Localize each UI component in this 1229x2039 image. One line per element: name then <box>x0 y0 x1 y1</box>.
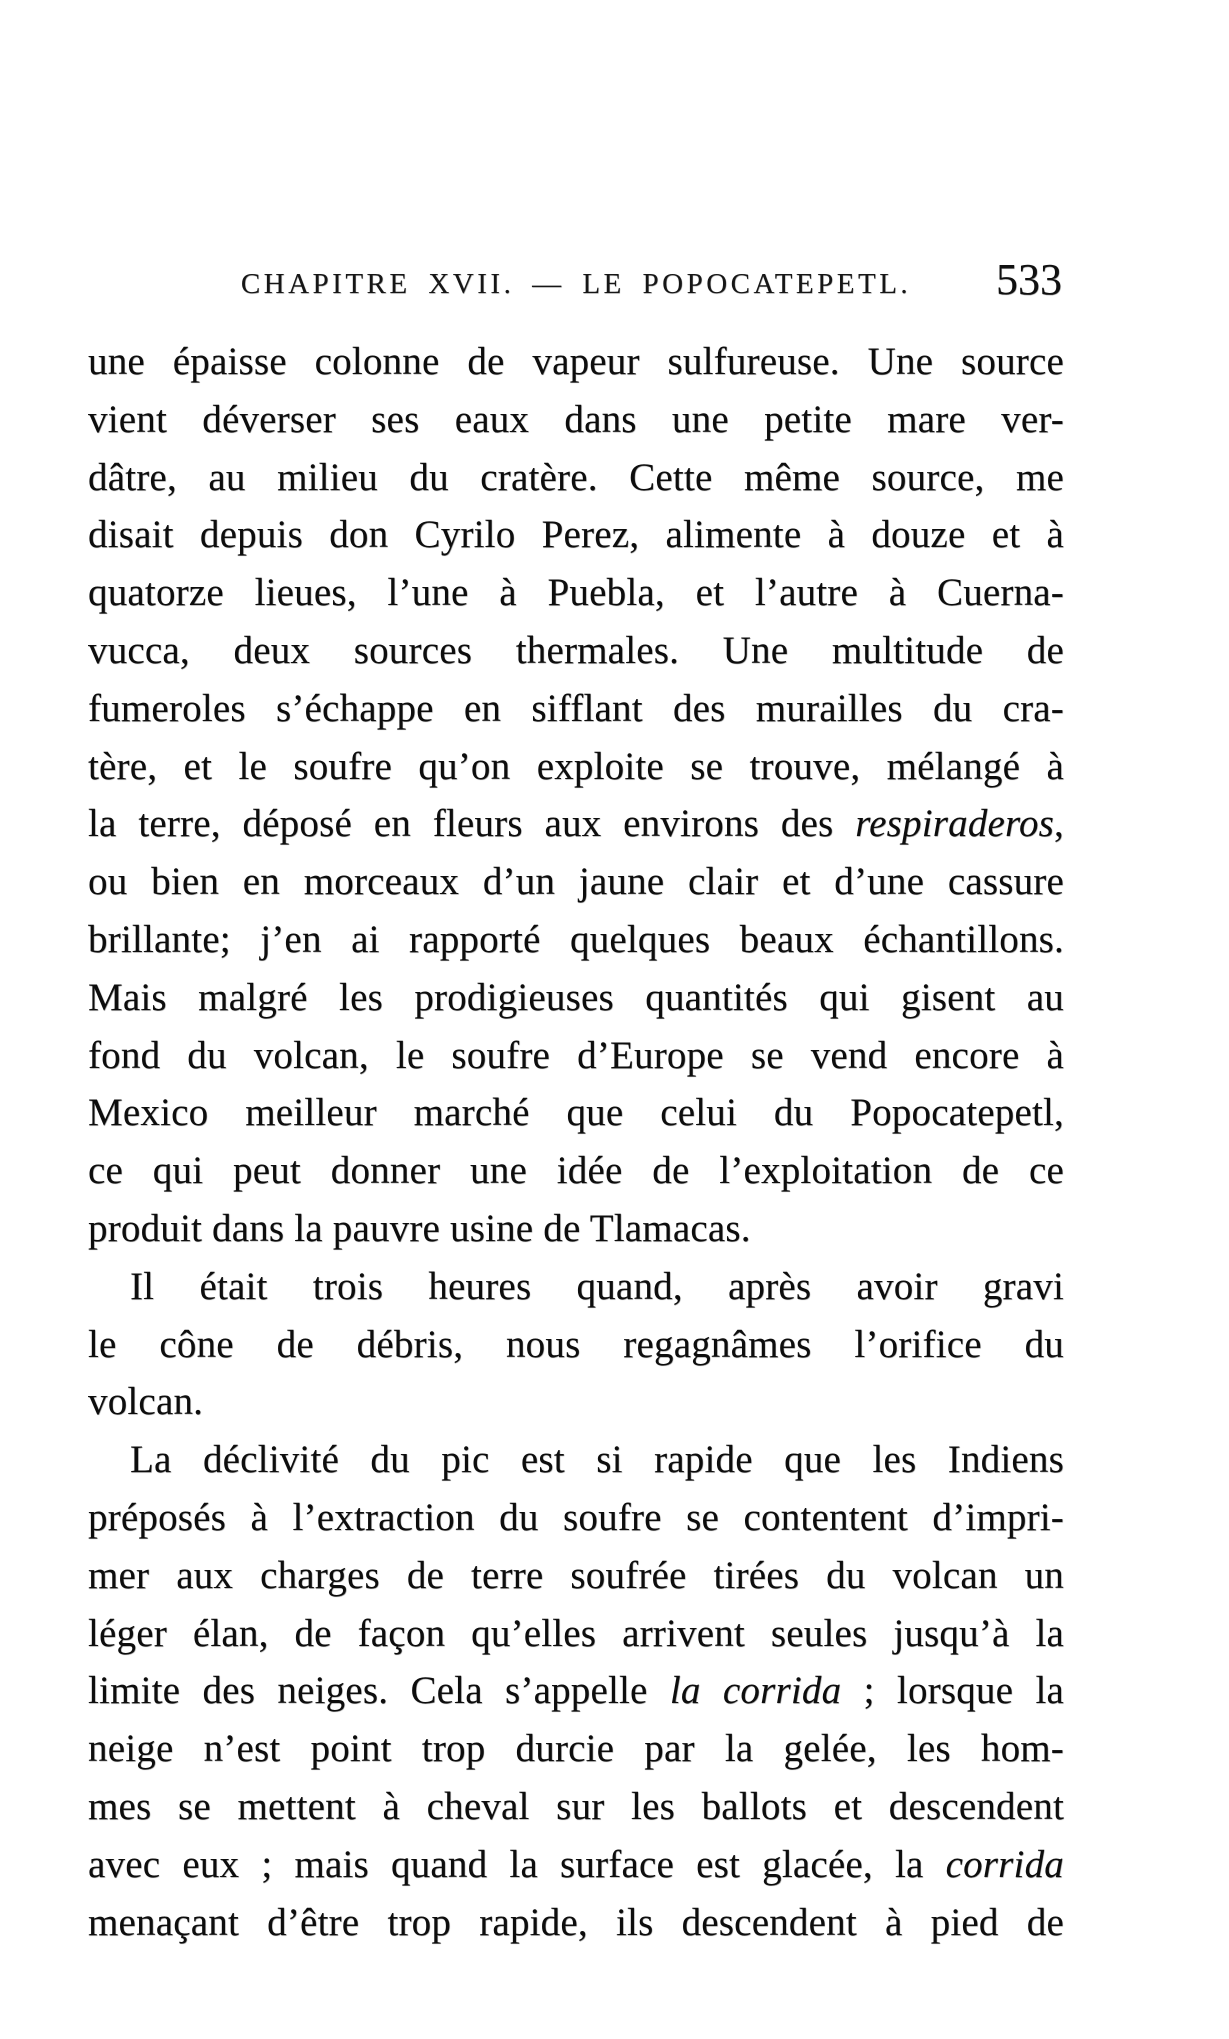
text-segment: Mais malgré les prodigieuses quantités qui gisent au <box>88 975 1064 1019</box>
text-line <box>88 333 1064 391</box>
text-line <box>88 1084 1064 1142</box>
text-line <box>88 680 1064 738</box>
running-header <box>88 255 1064 310</box>
text-line <box>88 1258 1064 1316</box>
text-line <box>88 1142 1064 1200</box>
text-line <box>88 1027 1064 1085</box>
text-segment: limite des neiges. Cela s’appelle <box>88 1669 670 1713</box>
text-line <box>88 1605 1064 1663</box>
text-line <box>88 1316 1064 1374</box>
italic-text-segment: respiraderos <box>855 802 1055 846</box>
text-segment: mes se mettent à cheval sur les ballots et descendent <box>88 1784 1064 1828</box>
text-segment: brillante; j’en ai rapporté quelques beaux échantillons. <box>88 917 1064 961</box>
text-segment: ou bien en morceaux d’un jaune clair et d’une cassure <box>88 860 1064 904</box>
text-segment: la terre, déposé en fleurs aux environs des <box>88 802 856 846</box>
italic-text-segment: corrida <box>945 1842 1064 1886</box>
text-segment: avec eux ; mais quand la surface est glacée, la <box>88 1842 946 1886</box>
text-segment: vucca, deux sources thermales. Une multitude de <box>88 628 1064 672</box>
text-line <box>88 1720 1064 1778</box>
text-line <box>88 1489 1064 1547</box>
text-line <box>88 506 1064 564</box>
text-segment: léger élan, de façon qu’elles arrivent seules jusqu’à la <box>88 1611 1064 1655</box>
italic-text-segment: la corrida <box>669 1669 842 1713</box>
text-line <box>88 738 1064 796</box>
text-line <box>88 1431 1064 1489</box>
text-segment: vient déverser ses eaux dans une petite mare ver- <box>88 397 1064 441</box>
text-segment: mer aux charges de terre soufrée tirées du volcan un <box>88 1553 1064 1597</box>
text-segment: , <box>1054 802 1064 846</box>
text-segment: le cône de débris, nous regagnâmes l’orifice du <box>88 1322 1064 1366</box>
text-segment: ce qui peut donner une idée de l’exploitation de ce <box>88 1149 1064 1193</box>
text-line <box>88 911 1064 969</box>
text-line <box>88 1778 1064 1836</box>
text-line <box>88 391 1064 449</box>
text-segment: menaçant d’être trop rapide, ils descendent à pied de <box>88 1900 1064 1944</box>
page-number: 533 <box>996 255 1062 304</box>
text-line <box>88 1373 1064 1431</box>
text-segment: une épaisse colonne de vapeur sulfureuse. Une source <box>88 340 1064 383</box>
text-segment: Il était trois heures quand, après avoir gravi <box>130 1264 1064 1308</box>
text-line <box>88 564 1064 622</box>
text-segment: préposés à l’extraction du soufre se contentent d’impri- <box>88 1495 1064 1539</box>
text-line <box>88 449 1064 507</box>
text-line <box>88 1894 1064 1952</box>
text-segment: La déclivité du pic est si rapide que les Indiens <box>130 1438 1064 1482</box>
text-segment: ; lorsque la <box>841 1669 1064 1713</box>
text-line <box>88 853 1064 911</box>
text-line <box>88 1547 1064 1605</box>
text-line <box>88 969 1064 1027</box>
text-segment: Mexico meilleur marché que celui du Popocatepetl, <box>88 1091 1064 1135</box>
text-segment: fumeroles s’échappe en sifflant des murailles du cra- <box>88 686 1064 730</box>
text-line <box>88 1836 1064 1894</box>
text-segment: produit dans la pauvre usine de Tlamacas. <box>88 1206 751 1250</box>
text-line <box>88 795 1064 853</box>
body-text <box>88 333 1064 1951</box>
text-segment: dâtre, au milieu du cratère. Cette même source, me <box>88 455 1064 499</box>
text-segment: quatorze lieues, l’une à Puebla, et l’autre à Cuerna- <box>88 571 1064 615</box>
text-line <box>88 1662 1064 1720</box>
text-line <box>88 622 1064 680</box>
text-line <box>88 1200 1064 1258</box>
text-segment: neige n’est point trop durcie par la gelée, les hom- <box>88 1727 1064 1771</box>
text-segment: disait depuis don Cyrilo Perez, alimente à douze et à <box>88 513 1064 557</box>
chapter-header: CHAPITRE XVII. — LE POPOCATEPETL. <box>240 268 912 300</box>
text-segment: volcan. <box>88 1380 204 1424</box>
text-segment: tère, et le soufre qu’on exploite se trouve, mélangé à <box>88 744 1064 788</box>
text-segment: fond du volcan, le soufre d’Europe se vend encore à <box>88 1033 1064 1077</box>
